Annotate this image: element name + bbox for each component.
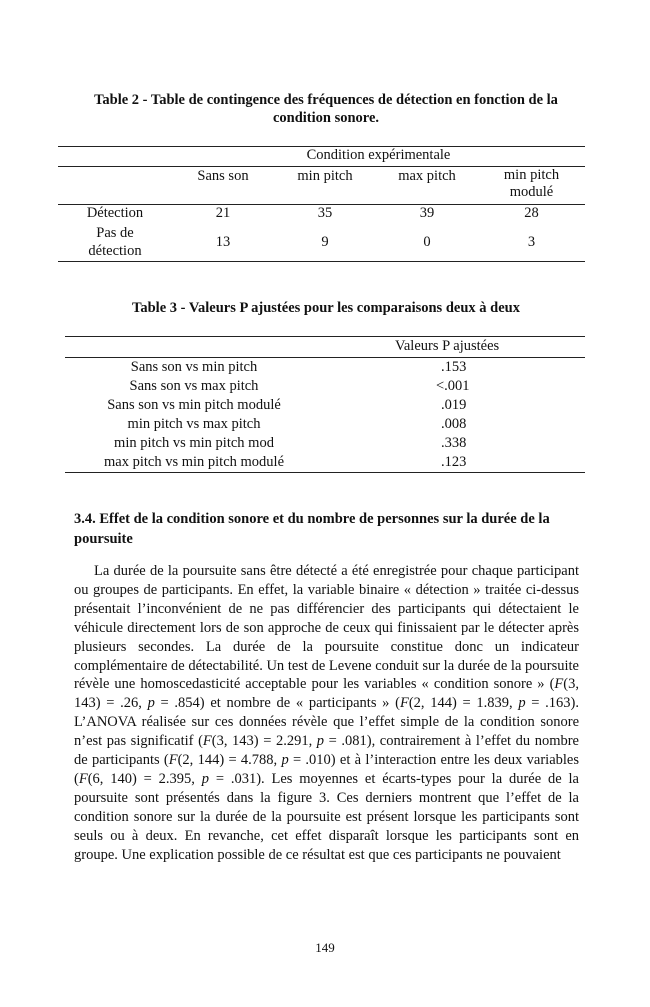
column-header: min pitch bbox=[274, 167, 376, 205]
comparison-cell: Sans son vs min pitch bbox=[130, 359, 258, 375]
pvalue-cell: <.001 bbox=[436, 378, 470, 394]
table-row bbox=[65, 377, 585, 396]
table-cell: 3 bbox=[527, 233, 536, 250]
column-header: max pitch bbox=[376, 167, 478, 205]
table-cell: 0 bbox=[423, 233, 431, 250]
pvalue-cell: .153 bbox=[441, 359, 467, 375]
table-cell: 28 bbox=[524, 205, 539, 221]
table2-column-header-row bbox=[58, 167, 585, 205]
page-number: 149 bbox=[315, 940, 335, 955]
column-header: Sans son bbox=[172, 167, 274, 205]
pvalues-table bbox=[65, 336, 585, 473]
table-cell: 13 bbox=[215, 233, 231, 250]
comparison-cell: min pitch vs min pitch mod bbox=[114, 435, 274, 451]
row-label: Pas de détection bbox=[88, 225, 142, 259]
table-cell: 9 bbox=[321, 233, 329, 250]
table-cell: 35 bbox=[317, 205, 333, 221]
section-heading: 3.4. Effet de la condition sonore et du nombre de personnes sur la durée de la poursuite bbox=[74, 511, 550, 547]
pvalue-cell: .019 bbox=[441, 397, 467, 413]
table-row bbox=[65, 453, 585, 473]
comparison-cell: Sans son vs min pitch modulé bbox=[107, 397, 281, 413]
table-row bbox=[65, 396, 585, 415]
table-row bbox=[58, 223, 585, 262]
comparison-cell: Sans son vs max pitch bbox=[129, 378, 259, 394]
table-row bbox=[58, 205, 585, 224]
table2-corner-cell bbox=[58, 167, 172, 205]
row-label: Détection bbox=[86, 205, 144, 221]
comparison-cell: min pitch vs max pitch bbox=[127, 416, 261, 432]
pvalue-cell: .008 bbox=[441, 416, 467, 432]
table-row bbox=[65, 358, 585, 378]
table3-caption: Table 3 - Valeurs P ajustées pour les comparaisons deux à deux bbox=[132, 300, 520, 316]
body-paragraph: La durée de la poursuite sans être détecté a été enregistrée pour chaque participant ou groupes de participants. En effet, la variable binaire « détection » traitée ci-dessus présentait l’inconvénient de ne pas différencier des participants qui détectaient le véhicule directement lors de son approche de ceux qui finissaient par le détecter après plusieurs secondes. La durée de la poursuite constitue donc un indicateur complémentaire de détectabilité. Un test de Levene conduit sur la durée de la poursuite révèle une homoscedasticité acceptable pour les variables « condition sonore » (F(3, 143) = .26, p = .854) et nombre de « participants » (F(2, 144) = 1.839, p = .163). L’ANOVA réalisée sur ces données révèle que l’effet simple de la condition sonore n’est pas significatif (F(3, 143) = 2.291, p = .081), contrairement à l’effet du nombre de participants (F(2, 144) = 4.788, p = .010) et à l’interaction entre les deux variables (F(6, 140) = 2.395, p = .031). Les moyennes et écarts-types pour la durée de la poursuite sont présentés dans la figure 3. Ces derniers montrent que l’effet de la condition sonore sur la durée de la poursuite est présent lorsque les participants sont seuls ou à deux. En revanche, cet effet disparaît lorsque les participants sont en groupe. Une explication possible de ce résultat est que ces participants ne pouvaient bbox=[74, 563, 579, 863]
column-header: Valeurs P ajustées bbox=[323, 337, 585, 358]
contingency-table bbox=[58, 146, 585, 262]
group-header: Condition expérimentale bbox=[172, 147, 585, 167]
table2-caption: Table 2 - Table de contingence des fréquences de détection en fonction de la condition sonore. bbox=[94, 92, 558, 126]
table2-group-header-row bbox=[58, 147, 585, 167]
pvalue-cell: .338 bbox=[441, 435, 467, 451]
table-row bbox=[65, 415, 585, 434]
table-cell: 21 bbox=[215, 205, 231, 221]
table-cell: 39 bbox=[419, 205, 435, 221]
pvalue-cell: .123 bbox=[441, 454, 467, 470]
column-header: min pitch modulé bbox=[478, 167, 585, 205]
comparison-cell: max pitch vs min pitch modulé bbox=[103, 454, 285, 470]
table2-corner-cell bbox=[58, 147, 172, 167]
table3-header-row bbox=[65, 337, 585, 358]
table-row bbox=[65, 434, 585, 453]
table3-corner-cell bbox=[65, 337, 323, 358]
